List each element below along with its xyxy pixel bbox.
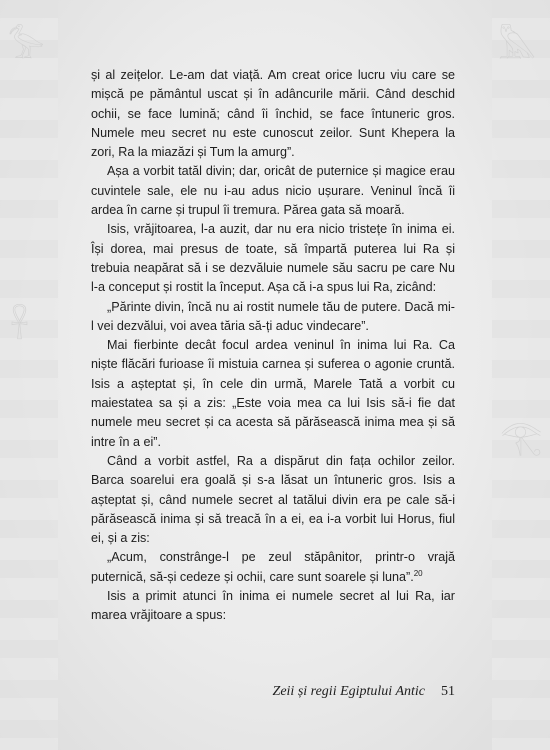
paragraph-7-text: „Acum, constrânge-l pe zeul stăpânitor, printr-o vrajă puternică, să-și cedeze și ochii, care sunt soarele și luna”. <box>91 550 455 584</box>
paragraph-6: Când a vorbit astfel, Ra a dispărut din fața ochilor zeilor. Barca soarelui era goală și s-a lăsat un întuneric gros. Isis a așteptat și, când numele secret al tatălui divin era pe cale să-i părăsească inima și să treacă în a ei, ea i-a vorbit lui Horus, fiul ei, și a zis: <box>91 453 455 546</box>
owl-glyph-icon: 𓅓 <box>498 27 536 67</box>
eye-glyph-icon: 𓂀 <box>500 417 543 457</box>
footnote-marker: 20 <box>413 568 423 578</box>
paragraph-2: Așa a vorbit tatăl divin; dar, oricât de puternice și magice erau cuvintele sale, ele nu i-au adus nicio ușurare. Veninul încă îi ardea în carne și trupul îi tremura. Părea gata să moară. <box>91 164 455 218</box>
paragraph-7 <box>91 548 455 587</box>
body-text <box>91 66 455 626</box>
ankh-glyph-icon: 𓋹 <box>10 307 29 347</box>
paragraph-5: Mai fierbinte decât focul ardea veninul în inima lui Ra. Ca niște flăcări furioase îi mistuia carnea și suferea o agonie cruntă. Isis a așteptat și, în cele din urmă, Marele Tată a vorbit cu maiestatea sa și a zis: „Este voia mea ca lui Isis să-i fie dat numele meu secret și ca acesta să părăsească inima mea și să intre în a ei”. <box>91 338 455 449</box>
paragraph-8: Isis a primit atunci în inima ei numele secret al lui Ra, iar marea vrăjitoare a spus: <box>91 589 455 623</box>
ibis-glyph-icon: 𓅞 <box>8 27 45 67</box>
hieroglyph-relief-left <box>0 0 58 750</box>
paragraph-4: „Părinte divin, încă nu ai rostit numele tău de putere. Dacă mi-l vei dezvălui, voi avea tăria să-ți aduc vindecare”. <box>91 299 455 333</box>
page-footer <box>91 684 455 700</box>
hieroglyph-relief-right <box>492 0 550 750</box>
page-number: 51 <box>441 684 455 699</box>
paragraph-3: Isis, vrăjitoarea, l-a auzit, dar nu era nicio tristețe în inima ei. Își dorea, mai presus de toate, să împartă puterea lui Ra și trebuia neapărat să i se dezvăluie numele său sacru pe care Nu l-a conceput și rostit la început. Așa că i-a spus lui Ra, zicând: <box>91 222 455 295</box>
running-title: Zeii și regii Egiptului Antic <box>272 684 425 699</box>
paragraph-1: și al zeițelor. Le-am dat viață. Am creat orice lucru viu care se mișcă pe pământul uscat și în adâncurile mării. Când deschid ochii, se face lumină; când îi închid, se face întuneric gros. Numele meu secret nu este cunoscut zeilor. Sunt Khepera la zori, Ra la miazăzi și Tum la amurg”. <box>91 68 455 160</box>
